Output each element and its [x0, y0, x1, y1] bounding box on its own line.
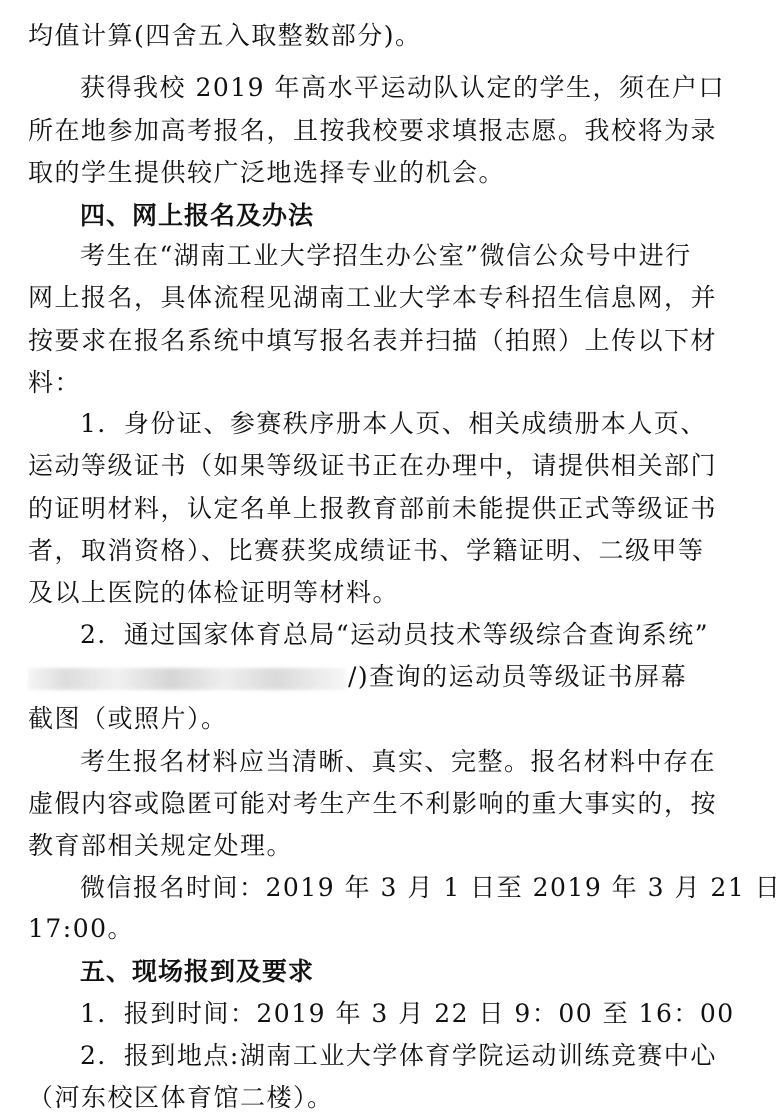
redacted-url-blur: [28, 668, 346, 690]
text-line: 考生在“湖南工业大学招生办公室”微信公众号中进行: [80, 241, 692, 270]
text-line: 网上报名，具体流程见湖南工业大学本专科招生信息网，并: [28, 283, 718, 312]
text-line: 教育部相关规定处理。: [28, 831, 294, 860]
text-line: 17:00。: [28, 914, 135, 943]
text-after-redaction: /)查询的运动员等级证书屏幕: [348, 662, 688, 691]
section-heading-onsite-checkin: 五、现场报到及要求: [80, 957, 315, 986]
text-line: 者，取消资格）、比赛获奖成绩证书、学籍证明、二级甲等: [28, 536, 705, 565]
text-line: 微信报名时间：2019 年 3 月 1 日至 2019 年 3 月 21 日: [80, 873, 781, 902]
text-line: 所在地参加高考报名，且按我校要求填报志愿。我校将为录: [28, 116, 718, 145]
text-line: 按要求在报名系统中填写报名表并扫描（拍照）上传以下材: [28, 326, 718, 355]
list-item-line: 2．通过国家体育总局“运动员技术等级综合查询系统”: [80, 620, 709, 649]
text-line: 均值计算(四舍五入取整数部分)。: [28, 21, 422, 50]
text-line: 运动等级证书（如果等级证书正在办理中，请提供相关部门: [28, 451, 718, 480]
list-item-line: 2．报到地点:湖南工业大学体育学院运动训练竞赛中心: [80, 1041, 717, 1070]
text-line: 取的学生提供较广泛地选择专业的机会。: [28, 158, 506, 187]
text-line: 获得我校 2019 年高水平运动队认定的学生，须在户口: [80, 73, 726, 102]
text-line: 考生报名材料应当清晰、真实、完整。报名材料中存在: [80, 747, 717, 776]
text-line: 截图（或照片）。: [28, 704, 228, 733]
text-line: 的证明材料，认定名单上报教育部前未能提供正式等级证书: [28, 494, 718, 523]
text-line: 虚假内容或隐匿可能对考生产生不利影响的重大事实的，按: [28, 789, 718, 818]
text-line: （河东校区体育馆二楼）。: [28, 1083, 334, 1112]
section-heading-online-registration: 四、网上报名及办法: [80, 201, 315, 230]
text-line-with-redaction: [28, 661, 687, 693]
text-line: 及以上医院的体检证明等材料。: [28, 578, 400, 607]
text-line: 料：: [28, 368, 82, 397]
list-item-line: 1．身份证、参赛秩序册本人页、相关成绩册本人页、: [80, 409, 707, 438]
list-item-line: 1．报到时间：2019 年 3 月 22 日 9：00 至 16：00: [80, 999, 735, 1028]
